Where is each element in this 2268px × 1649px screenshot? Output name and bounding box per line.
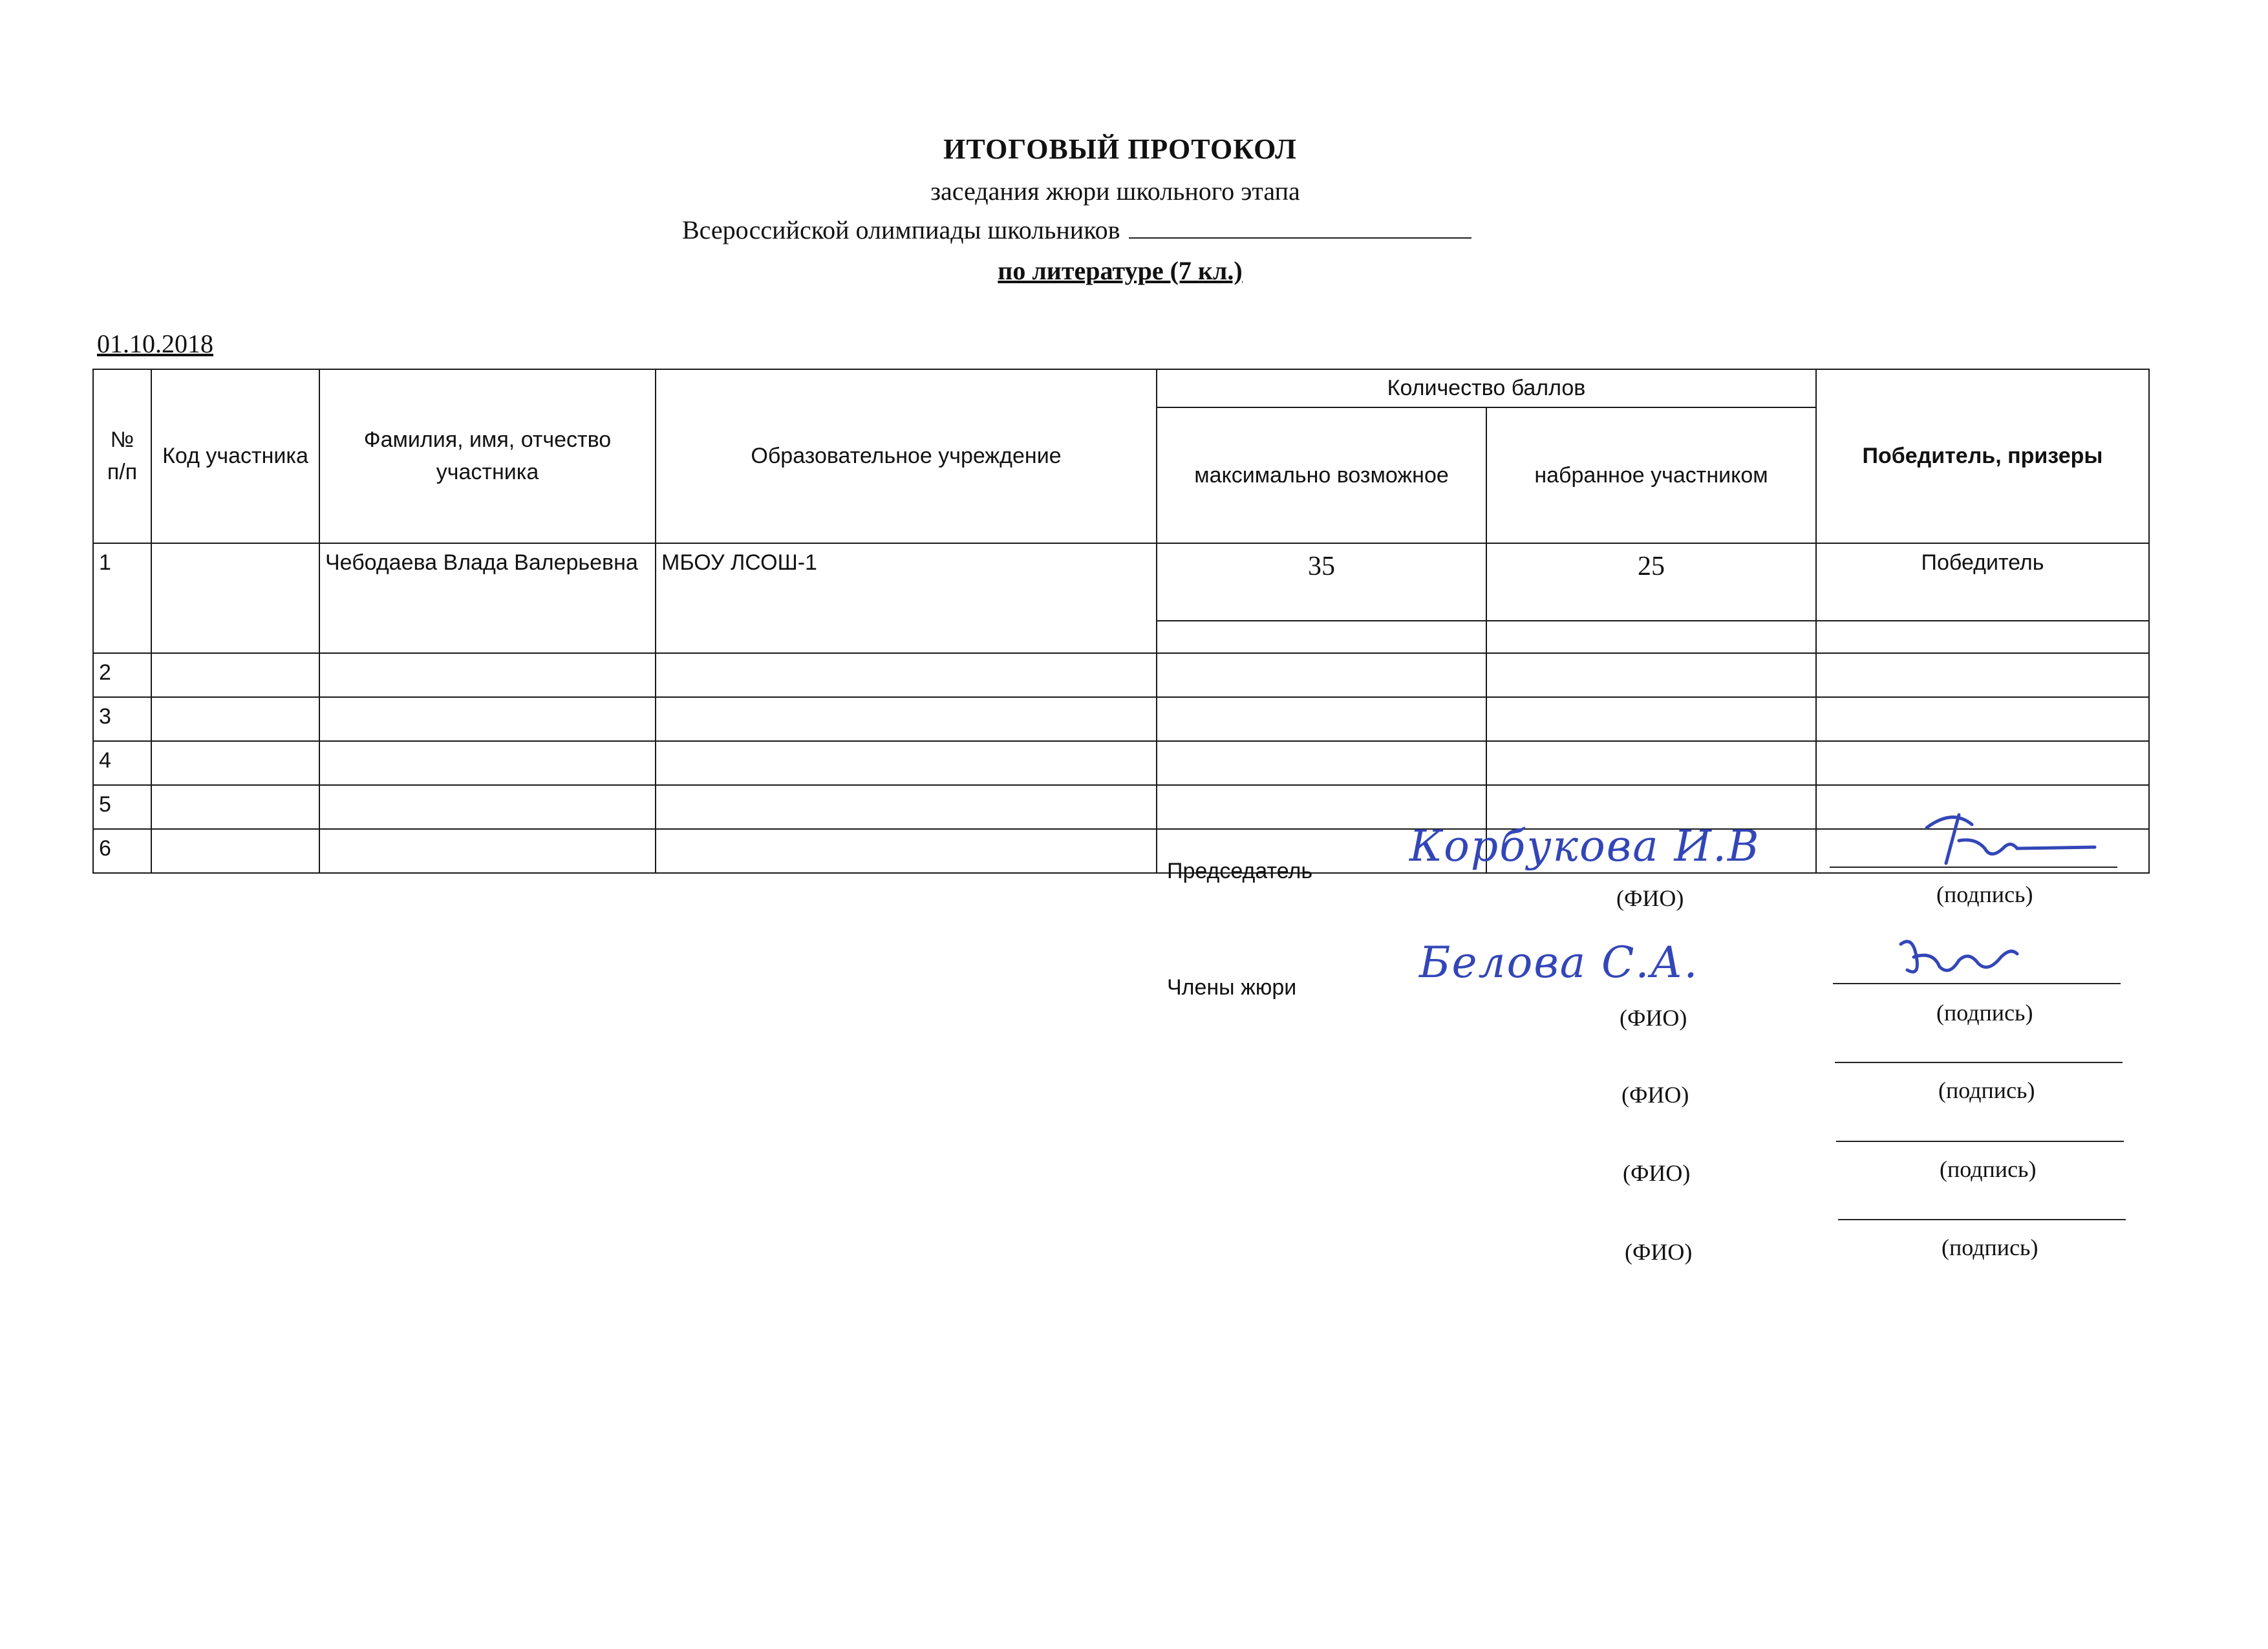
cell-name: Чебодаева Влада Валерьевна [319, 543, 656, 653]
table-row [93, 741, 2149, 785]
document-subtitle: заседания жюри школьного этапа [930, 177, 1300, 206]
chair-label: Председатель [1167, 859, 1313, 883]
cell-name [319, 785, 656, 829]
cell-code [151, 741, 319, 785]
cell-result [1816, 697, 2149, 741]
chair-signature-icon [1914, 802, 2108, 873]
cell-num: 2 [93, 653, 151, 697]
member-sign-caption-1: (подпись) [1936, 1000, 2033, 1026]
cell-school [656, 653, 1157, 697]
member-name-handwritten: Белова С.А. [1419, 938, 1699, 987]
chair-name-handwritten: Корбукова И.В [1409, 821, 1760, 871]
olympiad-blank [1129, 215, 1471, 239]
protocol-date: 01.10.2018 [97, 329, 213, 358]
cell-num: 5 [93, 785, 151, 829]
cell-earned-score [1486, 697, 1816, 741]
cell-earned-score: 25 [1486, 543, 1816, 621]
header-name: Фамилия, имя, отчество участника [319, 369, 656, 543]
cell-school: МБОУ ЛСОШ-1 [656, 543, 1157, 653]
member-signature-line-1 [1833, 982, 2121, 984]
cell-school [656, 829, 1157, 873]
cell-max-score [1157, 653, 1486, 697]
header-earned-score: набранное участником [1486, 407, 1816, 543]
chair-fio-caption: (ФИО) [1616, 885, 1684, 911]
cell-max-score-sub [1157, 621, 1486, 653]
member-signature-icon [1888, 925, 2082, 996]
table-row [93, 653, 2149, 697]
cell-name [319, 697, 656, 741]
chair-signature-line [1830, 865, 2117, 868]
results-table [92, 369, 2150, 874]
members-label: Члены жюри [1167, 975, 1297, 1000]
member-signature-line-4 [1838, 1218, 2126, 1220]
chair-sign-caption: (подпись) [1936, 881, 2033, 907]
header-num: № п/п [93, 369, 151, 543]
subject-line: по литературе (7 кл.) [998, 256, 1243, 285]
cell-name [319, 741, 656, 785]
cell-num: 3 [93, 697, 151, 741]
cell-result-sub [1816, 621, 2149, 653]
olympiad-text: Всероссийской олимпиады школьников [682, 215, 1120, 244]
header-max-score: максимально возможное [1157, 407, 1486, 543]
header-score-group: Количество баллов [1157, 369, 1816, 407]
cell-earned-score [1486, 741, 1816, 785]
header-result: Победитель, призеры [1816, 369, 2149, 543]
cell-max-score: 35 [1157, 543, 1486, 621]
header-code: Код участника [151, 369, 319, 543]
member-sign-caption-3: (подпись) [1940, 1156, 2037, 1182]
cell-name [319, 653, 656, 697]
cell-school [656, 697, 1157, 741]
table-row [93, 543, 2149, 621]
cell-school [656, 741, 1157, 785]
cell-code [151, 697, 319, 741]
cell-max-score [1157, 697, 1486, 741]
header-school: Образовательное учреждение [656, 369, 1157, 543]
member-sign-caption-4: (подпись) [1942, 1234, 2038, 1260]
member-fio-caption-3: (ФИО) [1623, 1160, 1691, 1186]
cell-code [151, 829, 319, 873]
cell-code [151, 785, 319, 829]
document-title: ИТОГОВЫЙ ПРОТОКОЛ [943, 133, 1297, 165]
table-header-row [93, 369, 2149, 407]
cell-name [319, 829, 656, 873]
cell-code [151, 543, 319, 653]
table-row [93, 697, 2149, 741]
olympiad-line [682, 215, 1471, 245]
cell-earned-score [1486, 653, 1816, 697]
table-row [93, 785, 2149, 829]
cell-result: Победитель [1816, 543, 2149, 621]
member-signature-line-2 [1835, 1061, 2123, 1063]
cell-result [1816, 741, 2149, 785]
cell-num: 1 [93, 543, 151, 653]
cell-earned-score-sub [1486, 621, 1816, 653]
member-fio-caption-4: (ФИО) [1625, 1239, 1693, 1265]
cell-school [656, 785, 1157, 829]
member-sign-caption-2: (подпись) [1938, 1077, 2035, 1103]
member-signature-line-3 [1836, 1139, 2124, 1142]
cell-num: 6 [93, 829, 151, 873]
cell-max-score [1157, 741, 1486, 785]
member-fio-caption-1: (ФИО) [1620, 1005, 1687, 1031]
cell-result [1816, 653, 2149, 697]
cell-num: 4 [93, 741, 151, 785]
member-fio-caption-2: (ФИО) [1621, 1082, 1689, 1108]
cell-code [151, 653, 319, 697]
